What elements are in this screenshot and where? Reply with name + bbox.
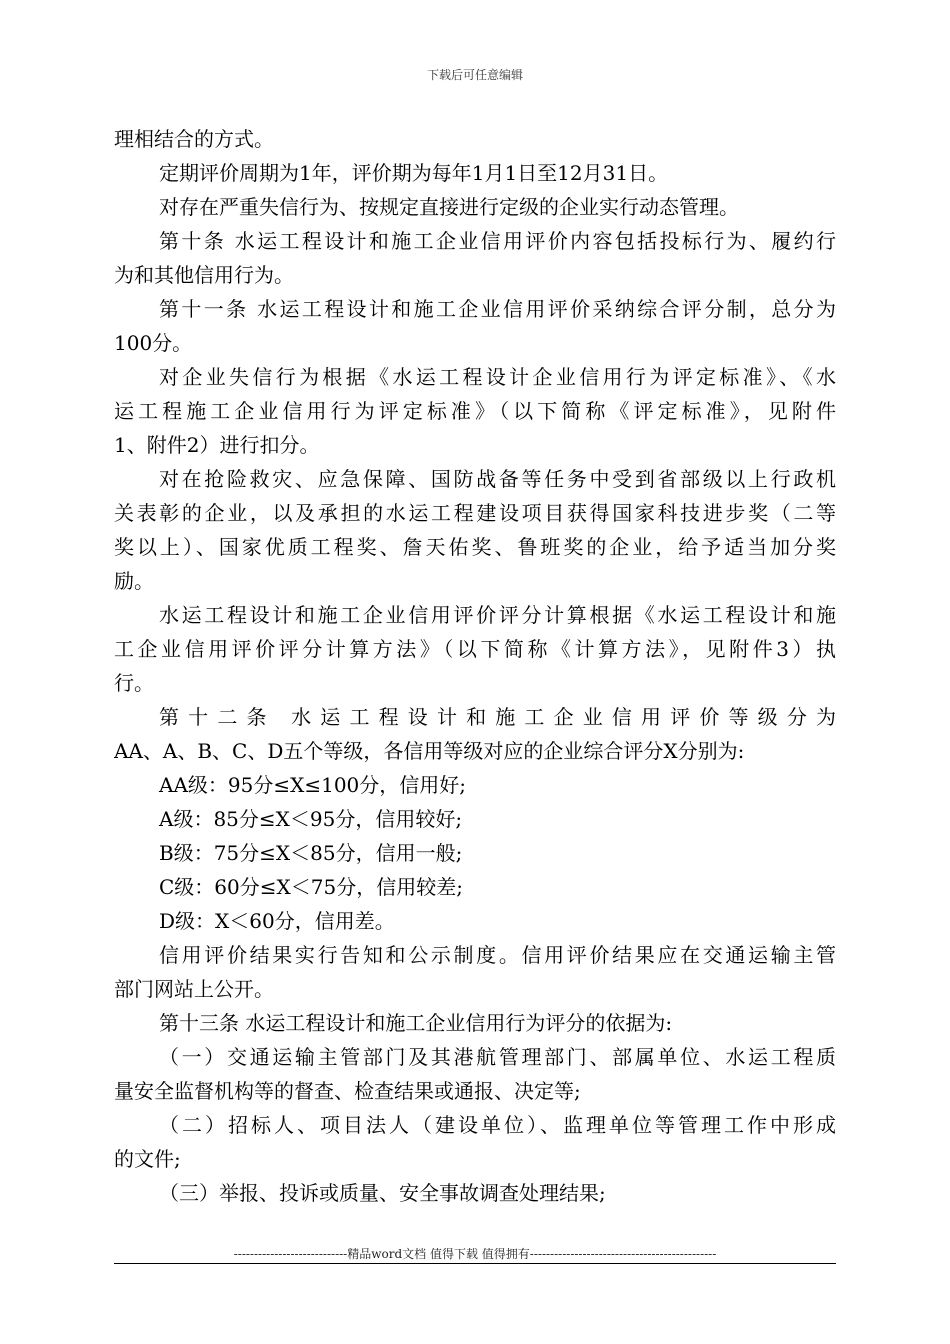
text-line: AA、A、B、C、D五个等级，各信用等级对应的企业综合评分X分别为: (114, 739, 745, 763)
text-line: （二）招标人、项目法人（建设单位）、监理单位等管理工作中形成 (159, 1113, 836, 1137)
text-line: （一）交通运输主管部门及其港航管理部门、部属单位、水运工程质 (159, 1045, 836, 1069)
text-line: 对企业失信行为根据《水运工程设计企业信用行为评定标准》、《水 (159, 365, 836, 389)
text-line: 信用评价结果实行告知和公示制度。信用评价结果应在交通运输主管 (159, 943, 836, 967)
text-line: AA级：95分≤X≤100分，信用好; (159, 773, 467, 797)
text-line: B级：75分≤X＜85分，信用一般; (159, 841, 463, 865)
text-line: 第十二条 水运工程设计和施工企业信用评价等级分为 (159, 705, 836, 729)
text-line: 100分。 (114, 331, 193, 355)
text-line: 的文件; (114, 1147, 181, 1171)
text-line: 水运工程设计和施工企业信用评价评分计算根据《水运工程设计和施 (159, 603, 836, 627)
text-line: D级：X＜60分，信用差。 (159, 909, 395, 933)
text-line: 运工程施工企业信用行为评定标准》（以下简称《评定标准》，见附件 (114, 399, 836, 423)
text-line: 1、附件2）进行扣分。 (114, 433, 320, 457)
text-line: 为和其他信用行为。 (114, 263, 294, 287)
footer-divider (114, 1263, 836, 1264)
text-line: 行。 (114, 671, 154, 695)
text-line: C级：60分≤X＜75分，信用较差; (159, 875, 463, 899)
document-body (114, 122, 836, 1210)
page-footer: ----------------------------精品word文档 值得下载 值得拥有---------------------------------------------- (233, 1247, 717, 1261)
text-line: 第十三条 水运工程设计和施工企业信用行为评分的依据为: (159, 1011, 673, 1035)
text-line: （三）举报、投诉或质量、安全事故调查处理结果; (159, 1181, 606, 1205)
text-line: 量安全监督机构等的督查、检查结果或通报、决定等; (114, 1079, 581, 1103)
text-line: 定期评价周期为1年，评价期为每年1月1日至12月31日。 (159, 161, 669, 185)
text-line: 理相结合的方式。 (114, 127, 274, 151)
text-line: 第十条 水运工程设计和施工企业信用评价内容包括投标行为、履约行 (159, 229, 836, 253)
text-line: 对在抢险救灾、应急保障、国防战备等任务中受到省部级以上行政机 (159, 467, 836, 491)
text-line: 工企业信用评价评分计算方法》（以下简称《计算方法》，见附件3）执 (114, 637, 836, 661)
text-line: 奖以上）、国家优质工程奖、詹天佑奖、鲁班奖的企业，给予适当加分奖 (114, 535, 836, 559)
text-line: 部门网站上公开。 (114, 977, 274, 1001)
text-line: 对存在严重失信行为、按规定直接进行定级的企业实行动态管理。 (159, 195, 739, 219)
text-line: A级：85分≤X＜95分，信用较好; (159, 807, 463, 831)
text-line: 关表彰的企业，以及承担的水运工程建设项目获得国家科技进步奖（二等 (114, 501, 836, 525)
text-line: 第十一条 水运工程设计和施工企业信用评价采纳综合评分制，总分为 (159, 297, 836, 321)
text-line: 励。 (114, 569, 154, 593)
page-header: 下载后可任意编辑 (426, 68, 523, 82)
